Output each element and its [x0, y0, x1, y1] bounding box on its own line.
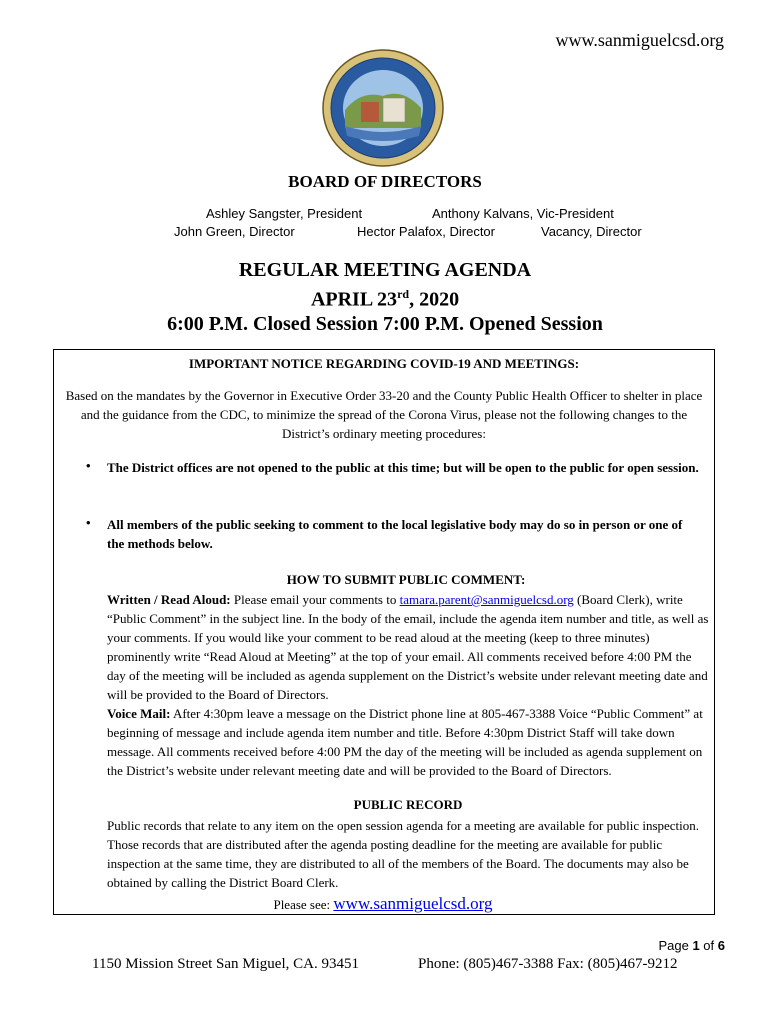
- page-number: Page 1 of 6: [658, 938, 725, 953]
- agenda-date: APRIL 23rd, 2020: [310, 287, 460, 311]
- please-see-line: Please see: www.sanmiguelcsd.org: [273, 894, 493, 913]
- footer-address: 1150 Mission Street San Miguel, CA. 93451: [92, 956, 359, 972]
- director-vice-president: Anthony Kalvans, Vic-President: [432, 206, 614, 221]
- clerk-email-link[interactable]: tamara.parent@sanmiguelcsd.org: [399, 592, 574, 607]
- public-comment-heading: HOW TO SUBMIT PUBLIC COMMENT:: [286, 572, 526, 587]
- notice-bullet-comment: All members of the public seeking to comment to the local legislative body may do so in person or one of the methods below.: [107, 517, 683, 551]
- header-website: www.sanmiguelcsd.org: [555, 30, 724, 50]
- public-record-heading: PUBLIC RECORD: [353, 797, 463, 812]
- agenda-title-block: [0, 258, 770, 336]
- covid-notice-heading: IMPORTANT NOTICE REGARDING COVID-19 AND MEETINGS:: [188, 356, 580, 371]
- director-vacancy: Vacancy, Director: [541, 224, 642, 239]
- director-president: Ashley Sangster, President: [206, 206, 363, 221]
- written-label: Written / Read Aloud:: [107, 592, 231, 607]
- director-green: John Green, Director: [174, 224, 295, 239]
- notice-bullet-offices: The District offices are not opened to the public at this time; but will be open to the public for open session.: [107, 460, 699, 475]
- agenda-title: REGULAR MEETING AGENDA: [238, 259, 532, 281]
- website-link[interactable]: www.sanmiguelcsd.org: [333, 894, 493, 913]
- director-palafox: Hector Palafox, Director: [357, 224, 495, 239]
- bullet-icon: •: [86, 515, 91, 530]
- agenda-session-times: 6:00 P.M. Closed Session 7:00 P.M. Opened Session: [167, 312, 603, 335]
- voice-mail-label: Voice Mail:: [107, 706, 171, 721]
- board-of-directors-heading: BOARD OF DIRECTORS: [288, 172, 482, 191]
- written-comment-paragraph: Written / Read Aloud: Please email your comments to tamara.parent@sanmiguelcsd.org (Board Clerk), write “Public Comment” in the subject line. In the body of the email, include the agenda item number and title, as well as your comments. If you would like your comment to be read aloud at the meeting (keep to three minutes) prominently write “Read Aloud at Meeting” at the top of your email. All comments received before 4:00 PM the day of the meeting will be included as agenda supplement on the District’s website under relevant meeting date and will be provided to the Board of Directors.: [107, 592, 709, 702]
- footer-phone-fax: Phone: (805)467-3388 Fax: (805)467-9212: [418, 956, 678, 972]
- district-seal-logo: [321, 48, 445, 168]
- bullet-icon: •: [86, 458, 91, 473]
- voice-mail-paragraph: Voice Mail: After 4:30pm leave a message on the District phone line at 805-467-3388 Voice “Public Comment” at beginning of message and include agenda item number and title. Before 4:30pm District Staff will take down message. All comments received before 4:00 PM the day of the meeting will be included as agenda supplement on the District’s website under relevant meeting date and will be provided to the Board of Directors.: [107, 706, 703, 778]
- covid-notice-intro: Based on the mandates by the Governor in Executive Order 33-20 and the County Public Health Officer to shelter in place and the guidance from the CDC, to minimize the spread of the Corona Virus, please not the following changes to the District’s ordinary meeting procedures:: [65, 388, 703, 441]
- public-record-paragraph: Public records that relate to any item on the open session agenda for a meeting are available for public inspection. Those records that are distributed after the agenda posting deadline for the meeting are available for public inspection at the same time, they are distributed to all of the members of the Board. The documents may also be obtained by calling the District Board Clerk.: [107, 818, 700, 890]
